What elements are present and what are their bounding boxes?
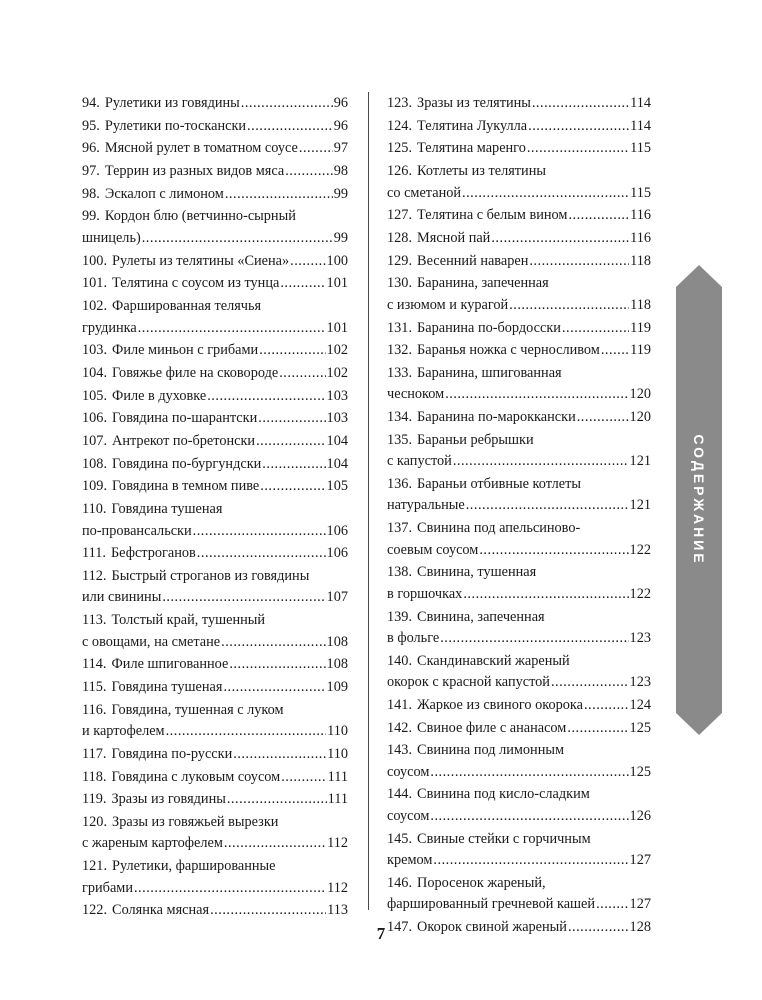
toc-entry-title-line: Говяжье филе на сковороде xyxy=(112,364,279,381)
dot-leader xyxy=(491,228,629,250)
toc-entry-number: 107. xyxy=(82,432,108,449)
toc-entry-number: 100. xyxy=(82,252,108,269)
dot-leader xyxy=(290,251,325,273)
toc-entry xyxy=(82,296,348,339)
toc-entry-number: 114. xyxy=(82,656,107,673)
dot-leader xyxy=(229,654,325,676)
toc-entry xyxy=(387,407,651,429)
toc-entry-number: 132. xyxy=(387,342,413,359)
toc-entry-title-line: Филе шпигованное xyxy=(111,656,229,673)
toc-entry xyxy=(387,829,651,872)
toc-entry-title-line: Котлеты из телятины xyxy=(417,163,546,180)
toc-entry xyxy=(387,784,651,827)
toc-entry-title-line: Телятина маренго xyxy=(417,140,526,157)
toc-entry-title-line: Телятина с соусом из тунца xyxy=(112,275,280,292)
dot-leader xyxy=(207,386,325,408)
page-number: 7 xyxy=(376,924,386,943)
toc-entry xyxy=(387,562,651,605)
toc-entry xyxy=(387,607,651,650)
dot-leader xyxy=(430,762,628,784)
toc-entry-page: 126 xyxy=(629,807,651,824)
toc-entry-page: 103 xyxy=(326,387,348,404)
toc-entry-title-line: Баранья ножка с черносливом xyxy=(417,342,600,359)
toc-entry-page: 123 xyxy=(629,674,651,691)
toc-entry xyxy=(82,677,348,699)
toc-entry-page: 98 xyxy=(333,163,348,180)
toc-entry-number: 117. xyxy=(82,745,107,762)
toc-entry-title-line: Баранина, шпигованная xyxy=(417,364,562,381)
toc-entry-page: 116 xyxy=(630,229,651,246)
toc-entry-title-line: Бараньи ребрышки xyxy=(417,431,534,448)
toc-entry xyxy=(387,695,651,717)
toc-entry-title-line: окорок с красной капустой xyxy=(387,674,550,691)
toc-entry-number: 124. xyxy=(387,117,413,134)
toc-entry-page: 119 xyxy=(630,342,651,359)
toc-entry-title-line: с изюмом и курагой xyxy=(387,296,509,313)
toc-entry-title-line: Свинина под апельсиново- xyxy=(417,520,581,537)
dot-leader xyxy=(568,205,629,227)
toc-entry-page: 109 xyxy=(326,678,348,695)
toc-entry xyxy=(82,340,348,362)
toc-entry-number: 104. xyxy=(82,364,108,381)
toc-entry-title-line: Солянка мясная xyxy=(112,902,210,919)
toc-entry xyxy=(387,93,651,115)
toc-entry-page: 118 xyxy=(630,252,651,269)
toc-entry xyxy=(82,363,348,385)
toc-entry-title-line: в горшочках xyxy=(387,585,463,602)
toc-entry-page: 120 xyxy=(629,386,651,403)
toc-entry xyxy=(82,812,348,855)
toc-entry-title-line: соевым соусом xyxy=(387,541,479,558)
toc-entry xyxy=(387,116,651,138)
toc-entry-page: 100 xyxy=(326,252,348,269)
toc-entry-title-line: Весенний наварен xyxy=(417,252,529,269)
toc-entry-number: 94. xyxy=(82,95,100,111)
toc-entry-page: 101 xyxy=(326,319,348,336)
toc-entry-title-line: Террин из разных видов мяса xyxy=(104,163,285,180)
toc-entry-number: 109. xyxy=(82,478,108,495)
toc-entry xyxy=(82,431,348,453)
toc-entry-page: 107 xyxy=(326,589,348,606)
toc-entry-number: 139. xyxy=(387,608,413,625)
toc-entry-number: 105. xyxy=(82,387,108,404)
toc-entry-number: 106. xyxy=(82,410,108,427)
toc-entry xyxy=(82,93,348,115)
toc-entry-page: 125 xyxy=(629,719,651,736)
toc-entry xyxy=(387,318,651,340)
toc-entry-title-line: Бараньи отбивные котлеты xyxy=(417,475,581,492)
toc-entry-number: 118. xyxy=(82,768,107,785)
toc-entry-page: 106 xyxy=(326,545,348,562)
dot-leader xyxy=(532,93,629,115)
toc-entry-title-line: Говядина по-бургундски xyxy=(112,455,262,472)
toc-entry-title-line: Свинина, тушенная xyxy=(417,564,537,581)
toc-entry-page: 108 xyxy=(326,633,348,650)
toc-entry xyxy=(387,251,651,273)
dot-leader xyxy=(462,183,629,205)
toc-entry xyxy=(82,184,348,206)
toc-entry-title-line: Баранина, запеченная xyxy=(417,275,549,292)
dot-leader xyxy=(262,454,325,476)
toc-entry-title-line: Рулетики по-тоскански xyxy=(104,117,247,134)
toc-entry-page: 112 xyxy=(327,835,348,852)
toc-entry-title-line: с жареным картофелем xyxy=(82,835,223,852)
toc-entry-title-line: Телятина Лукулла xyxy=(417,117,528,134)
toc-entry-page: 104 xyxy=(326,432,348,449)
toc-entry-page: 111 xyxy=(327,768,348,785)
toc-entry-title-line: соусом xyxy=(387,807,430,824)
toc-entry-title-line: Мясной пай xyxy=(417,229,491,246)
toc-entry xyxy=(82,161,348,183)
toc-entry-title-line: со сметаной xyxy=(387,184,462,201)
toc-entry xyxy=(82,566,348,609)
dot-leader xyxy=(596,894,628,916)
dot-leader xyxy=(227,789,327,811)
dot-leader xyxy=(233,744,326,766)
dot-leader xyxy=(241,93,333,115)
toc-entry-title-line: Свинина под лимонным xyxy=(417,742,565,759)
toc-entry-number: 143. xyxy=(387,742,413,759)
toc-entry xyxy=(82,386,348,408)
toc-entry-title-line: Свиное филе с ананасом xyxy=(417,719,567,736)
toc-entry xyxy=(82,654,348,676)
toc-entry-title-line: Свинина, запеченная xyxy=(417,608,545,625)
toc-entry-title-line: грудинка xyxy=(82,319,137,336)
toc-entry-page: 112 xyxy=(327,879,348,896)
toc-entry-page: 128 xyxy=(629,919,651,935)
toc-entry xyxy=(387,740,651,783)
toc-entry-title-line: Филе в духовке xyxy=(112,387,207,404)
toc-entry-page: 96 xyxy=(333,117,348,134)
toc-entry-page: 123 xyxy=(629,630,651,646)
toc-entry xyxy=(82,900,348,922)
toc-entry xyxy=(82,206,348,249)
toc-entry xyxy=(387,474,651,517)
toc-entry-page: 111 xyxy=(327,791,348,808)
dot-leader xyxy=(138,318,326,340)
toc-entry-page: 120 xyxy=(629,409,651,426)
column-divider xyxy=(368,92,369,910)
dot-leader xyxy=(197,543,326,565)
toc-entry-page: 114 xyxy=(630,117,651,134)
toc-entry-number: 129. xyxy=(387,252,413,269)
dot-leader xyxy=(259,340,325,362)
dot-leader xyxy=(433,850,628,872)
dot-leader xyxy=(453,451,629,473)
toc-entry-page: 101 xyxy=(326,275,348,292)
toc-entry-title-line: с овощами, на сметане xyxy=(82,633,221,650)
toc-entry-title-line: Говядина тушеная xyxy=(111,678,223,695)
dot-leader xyxy=(225,184,333,206)
section-tab-label: СОДЕРЖАНИЕ xyxy=(691,434,707,566)
toc-entry-title-line: Баранина по-бордосски xyxy=(417,319,561,336)
toc-entry-title-line: или свинины xyxy=(82,589,162,606)
dot-leader xyxy=(440,628,628,650)
dot-leader xyxy=(285,161,332,183)
toc-entry-page: 125 xyxy=(629,763,651,780)
toc-entry xyxy=(387,363,651,406)
toc-entry-page: 99 xyxy=(333,185,348,202)
toc-entry-title-line: фаршированный гречневой кашей xyxy=(387,896,596,913)
toc-entry-title-line: Рулетики из говядины xyxy=(104,95,240,111)
toc-entry-title-line: Зразы из говядины xyxy=(111,791,226,808)
toc-entry-number: 123. xyxy=(387,95,413,111)
toc-entry-title-line: Говядина с луковым соусом xyxy=(111,768,281,785)
toc-entry-title-line: Говядина, тушенная с луком xyxy=(111,701,284,718)
toc-entry xyxy=(82,499,348,542)
toc-entry-page: 127 xyxy=(629,896,651,913)
dot-leader xyxy=(279,363,325,385)
toc-entry-title-line: Говядина по-русски xyxy=(111,745,233,762)
toc-entry-number: 128. xyxy=(387,229,413,246)
toc-entry-title-line: чесноком xyxy=(387,386,445,403)
toc-entry-number: 110. xyxy=(82,501,107,517)
toc-entry-number: 99. xyxy=(82,208,100,225)
toc-entry-number: 141. xyxy=(387,696,413,713)
toc-entry-page: 106 xyxy=(326,522,348,539)
toc-entry-title-line: Жаркое из свиного окорока xyxy=(417,696,583,713)
toc-entry-page: 121 xyxy=(629,497,651,514)
toc-entry-page: 114 xyxy=(630,95,651,111)
toc-entry-number: 125. xyxy=(387,140,413,157)
toc-entry-title-line: и картофелем xyxy=(82,723,165,740)
toc-entry-title-line: Рулеты из телятины «Сиена» xyxy=(112,252,290,269)
toc-entry xyxy=(387,430,651,473)
toc-entry-title-line: соусом xyxy=(387,763,430,780)
toc-entry-number: 115. xyxy=(82,678,107,695)
toc-entry-number: 120. xyxy=(82,813,108,830)
toc-entry-number: 101. xyxy=(82,275,108,292)
toc-entry-title-line: Мясной рулет в томатном соусе xyxy=(104,140,298,157)
dot-leader xyxy=(162,587,325,609)
toc-entry-number: 102. xyxy=(82,298,108,314)
toc-entry xyxy=(387,138,651,160)
toc-entry-number: 119. xyxy=(82,791,107,808)
toc-left-column xyxy=(82,93,348,923)
toc-entry-page: 122 xyxy=(629,585,651,602)
dot-leader xyxy=(601,340,629,362)
toc-entry-title-line: Свинина под кисло-сладким xyxy=(417,786,590,803)
toc-entry-number: 97. xyxy=(82,163,100,180)
toc-entry-number: 133. xyxy=(387,364,413,381)
toc-entry-title-line: Зразы из телятины xyxy=(417,95,531,111)
toc-entry-title-line: кремом xyxy=(387,852,433,869)
toc-entry-number: 95. xyxy=(82,117,100,134)
dot-leader xyxy=(430,806,628,828)
toc-entry-page: 97 xyxy=(333,140,348,157)
toc-entry xyxy=(82,476,348,498)
toc-entry-page: 110 xyxy=(327,745,348,762)
toc-entry-number: 134. xyxy=(387,409,413,426)
toc-entry xyxy=(82,700,348,743)
toc-entry xyxy=(387,651,651,694)
toc-entry xyxy=(82,116,348,138)
toc-entry-title-line: Толстый край, тушенный xyxy=(111,612,266,629)
toc-entry-page: 122 xyxy=(629,541,651,558)
toc-entry xyxy=(387,873,651,916)
dot-leader xyxy=(134,878,326,900)
dot-leader xyxy=(527,138,629,160)
dot-leader xyxy=(577,407,629,429)
toc-entry xyxy=(82,138,348,160)
dot-leader xyxy=(445,384,628,406)
toc-entry-number: 138. xyxy=(387,564,413,581)
toc-entry-page: 108 xyxy=(326,656,348,673)
toc-entry-number: 113. xyxy=(82,612,107,629)
toc-entry-title-line: Окорок свиной жареный xyxy=(417,919,567,935)
dot-leader xyxy=(193,521,326,543)
toc-entry-page: 99 xyxy=(333,229,348,246)
toc-entry-number: 112. xyxy=(82,567,107,584)
toc-entry-number: 127. xyxy=(387,207,413,224)
toc-entry-page: 96 xyxy=(333,95,348,111)
dot-leader xyxy=(247,116,333,138)
toc-entry-number: 146. xyxy=(387,874,413,891)
toc-entry-title-line: Филе миньон с грибами xyxy=(112,342,259,359)
toc-entry-number: 111. xyxy=(82,545,106,562)
toc-entry-number: 126. xyxy=(387,163,413,180)
toc-entry-page: 124 xyxy=(629,696,651,713)
toc-entry-title-line: Свиные стейки с горчичным xyxy=(417,830,591,847)
toc-entry-number: 103. xyxy=(82,342,108,359)
dot-leader xyxy=(529,251,629,273)
dot-leader xyxy=(210,900,326,922)
toc-entry xyxy=(387,518,651,561)
toc-entry-title-line: с капустой xyxy=(387,453,452,470)
toc-entry-title-line: Телятина с белым вином xyxy=(417,207,568,224)
toc-entry-number: 96. xyxy=(82,140,100,157)
toc-entry-title-line: Бефстроганов xyxy=(110,545,196,562)
toc-entry-title-line: Антрекот по-бретонски xyxy=(112,432,256,449)
toc-entry xyxy=(82,273,348,295)
toc-entry-title-line: Скандинавский жареный xyxy=(417,652,570,669)
toc-entry-page: 115 xyxy=(630,184,651,201)
dot-leader xyxy=(258,408,325,430)
toc-entry-title-line: Поросенок жареный, xyxy=(417,874,546,891)
toc-entry-number: 137. xyxy=(387,520,413,537)
dot-leader xyxy=(551,672,629,694)
toc-entry-number: 135. xyxy=(387,431,413,448)
dot-leader xyxy=(280,273,325,295)
dot-leader xyxy=(256,431,325,453)
dot-leader xyxy=(299,138,333,160)
toc-entry-number: 131. xyxy=(387,319,413,336)
toc-entry-page: 115 xyxy=(630,140,651,157)
toc-entry xyxy=(82,789,348,811)
toc-entry-number: 142. xyxy=(387,719,413,736)
toc-entry-number: 147. xyxy=(387,919,413,935)
toc-entry-page: 118 xyxy=(630,296,651,313)
toc-entry-title-line: шницель) xyxy=(82,229,141,246)
toc-entry-title-line: по-провансальски xyxy=(82,522,192,539)
toc-entry-page: 102 xyxy=(326,364,348,381)
toc-entry xyxy=(387,161,651,204)
dot-leader xyxy=(584,695,629,717)
toc-entry-title-line: Рулетики, фаршированные xyxy=(112,858,276,875)
toc-entry-title-line: Эскалоп с лимоном xyxy=(104,185,224,202)
toc-entry-title-line: грибами xyxy=(82,879,133,896)
toc-entry-number: 121. xyxy=(82,858,108,875)
toc-entry-number: 145. xyxy=(387,830,413,847)
toc-entry-page: 113 xyxy=(327,902,348,919)
toc-entry-page: 105 xyxy=(326,478,348,495)
toc-entry xyxy=(82,744,348,766)
toc-entry xyxy=(82,408,348,430)
toc-entry xyxy=(82,251,348,273)
toc-entry-page: 121 xyxy=(629,453,651,470)
toc-entry-page: 102 xyxy=(326,342,348,359)
toc-entry-page: 110 xyxy=(327,723,348,740)
toc-entry-number: 144. xyxy=(387,786,413,803)
toc-entry xyxy=(387,228,651,250)
dot-leader xyxy=(221,632,325,654)
toc-right-column xyxy=(387,93,651,940)
toc-entry-page: 116 xyxy=(630,207,651,224)
dot-leader xyxy=(281,767,326,789)
dot-leader xyxy=(509,295,629,317)
dot-leader xyxy=(466,495,629,517)
dot-leader xyxy=(224,833,326,855)
toc-entry-number: 140. xyxy=(387,652,413,669)
dot-leader xyxy=(562,318,629,340)
dot-leader xyxy=(260,476,325,498)
toc-entry xyxy=(82,543,348,565)
toc-entry-title-line: Быстрый строганов из говядины xyxy=(111,567,310,584)
toc-entry-page: 103 xyxy=(326,410,348,427)
toc-entry xyxy=(82,767,348,789)
toc-entry-number: 108. xyxy=(82,455,108,472)
dot-leader xyxy=(567,718,628,740)
toc-entry-title-line: Баранина по-мароккански xyxy=(417,409,576,426)
dot-leader xyxy=(166,721,326,743)
toc-entry-title-line: Говядина тушеная xyxy=(111,501,223,517)
toc-entry xyxy=(387,340,651,362)
toc-entry-title-line: в фольге xyxy=(387,630,440,646)
toc-entry-title-line: Говядина в темном пиве xyxy=(112,478,260,495)
toc-entry xyxy=(82,856,348,899)
toc-entry xyxy=(387,273,651,316)
toc-entry-title-line: натуральные xyxy=(387,497,465,514)
toc-entry xyxy=(82,454,348,476)
dot-leader xyxy=(463,584,628,606)
toc-entry-number: 98. xyxy=(82,185,100,202)
toc-entry-number: 130. xyxy=(387,275,413,292)
toc-entry xyxy=(82,610,348,653)
toc-entry-title-line: Зразы из говяжьей вырезки xyxy=(112,813,279,830)
toc-entry-title-line: Говядина по-шарантски xyxy=(112,410,258,427)
dot-leader xyxy=(223,677,325,699)
toc-entry-number: 122. xyxy=(82,902,108,919)
toc-entry-title-line: Фаршированная телячья xyxy=(112,298,262,314)
toc-entry xyxy=(387,205,651,227)
toc-entry-page: 127 xyxy=(629,852,651,869)
dot-leader xyxy=(528,116,629,138)
toc-entry-page: 119 xyxy=(630,319,651,336)
toc-entry-number: 136. xyxy=(387,475,413,492)
dot-leader xyxy=(479,540,628,562)
toc-entry xyxy=(387,718,651,740)
toc-entry-page: 104 xyxy=(326,455,348,472)
toc-entry-title-line: Кордон блю (ветчинно-сырный xyxy=(104,208,296,225)
toc-entry-number: 116. xyxy=(82,701,107,718)
dot-leader xyxy=(142,228,333,250)
